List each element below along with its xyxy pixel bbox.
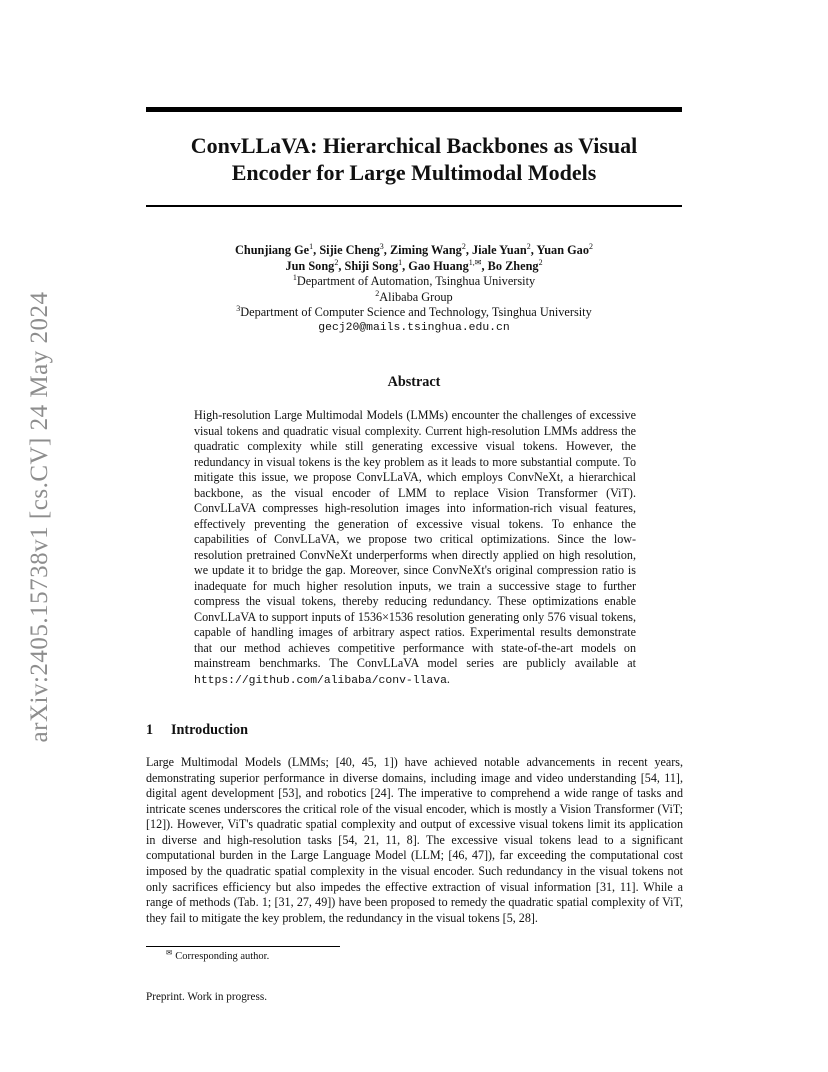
- author-sup: 2: [588, 241, 593, 251]
- envelope-icon: ✉: [166, 947, 173, 957]
- author-sup: 1: [398, 257, 403, 267]
- affiliation-3: [146, 305, 682, 321]
- code-link[interactable]: https://github.com/alibaba/conv-llava: [194, 674, 447, 687]
- affiliation-sup: 2: [375, 288, 380, 298]
- author-name: Sijie Cheng: [319, 243, 380, 257]
- abstract-heading: Abstract: [387, 374, 441, 390]
- author-line-1: [146, 243, 682, 259]
- author-sup: 2: [526, 241, 531, 251]
- footnote-rule: [146, 946, 340, 947]
- author-line-2: [146, 259, 682, 275]
- author-sup: 3: [379, 241, 384, 251]
- author-sep: ,: [530, 243, 537, 257]
- author-sep: ,: [402, 258, 409, 273]
- paper-title: [146, 132, 682, 186]
- author-sep: ,: [465, 243, 472, 257]
- section-heading-introduction: [146, 722, 248, 739]
- author-sep: ,: [313, 243, 320, 257]
- footnote-text: Corresponding author.: [175, 951, 270, 962]
- author-sup: 1: [309, 241, 314, 251]
- affiliation-text: Department of Computer Science and Technology, Tsinghua University: [240, 305, 592, 320]
- affiliation-text: Alibaba Group: [379, 289, 453, 304]
- author-sup: 2: [538, 257, 543, 267]
- preprint-note: Preprint. Work in progress.: [146, 991, 268, 1003]
- abstract-link-suffix: .: [446, 671, 450, 686]
- title-bottom-rule: [146, 205, 682, 207]
- author-sep: ,: [481, 258, 488, 273]
- author-block: [146, 243, 682, 337]
- abstract-body: [194, 408, 636, 689]
- title-line-1: ConvLLaVA: Hierarchical Backbones as Visual: [190, 133, 638, 158]
- author-email[interactable]: gecj20@mails.tsinghua.edu.cn: [318, 321, 510, 334]
- author-name: Yuan Gao: [536, 243, 589, 257]
- author-name: Bo Zheng: [487, 258, 539, 273]
- author-sep: ,: [383, 243, 390, 257]
- author-name: Chunjiang Ge: [235, 243, 310, 257]
- author-sup: 2: [461, 241, 466, 251]
- affiliation-sup: 3: [236, 304, 241, 314]
- introduction-paragraph: Large Multimodal Models (LMMs; [40, 45, 1]) have achieved notable advancements in recent years, demonstrating superior performance in diverse domains, including image and video understanding [54, 11], digital agent development [53], and robotics [24]. The imperative to comprehend a wide range of tasks and intricate scenes underscores the critical role of the visual encoder, which is mostly a Vision Transformer (ViT; [12]). However, ViT's quadratic spatial complexity and output of excessive visual tokens limit its application in diverse and high-resolution tasks [54, 21, 11, 8]. The excessive visual tokens lead to a significant computational burden in the Large Language Model (LLM; [46, 47]), far exceeding the computational cost imposed by the quadratic spatial complexity in the visual encoder. Such redundancy in the visual tokens not only sacrifices efficiency but also impedes the effective extraction of visual information [31, 11]. While a range of methods (Tab. 1; [31, 27, 49]) have been proposed to remedy the quadratic spatial complexity of ViT, they fail to mitigate the key problem, the redundancy in the visual tokens [5, 28].: [146, 755, 683, 925]
- author-name: Shiji Song: [344, 258, 399, 273]
- author-name: Ziming Wang: [389, 243, 462, 257]
- abstract-text: High-resolution Large Multimodal Models (LMMs) encounter the challenges of excessive visual tokens and quadratic visual complexity. Current high-resolution LMMs address the quadratic complexity while still generating excessive visual tokens. However, the redundancy in visual tokens is the key problem as it leads to more substantial compute. To mitigate this issue, we propose ConvLLaVA, which employs ConvNeXt, a hierarchical backbone, as the visual encoder of LMM to replace Vision Transformer (ViT). ConvLLaVA compresses high-resolution images into information-rich visual features, effectively preventing the generation of excessive visual tokens. To enhance the capabilities of ConvLLaVA, we propose two critical optimizations. Since the low-resolution pretrained ConvNeXt underperforms when directly applied on high resolution, we update it to bridge the gap. Moreover, since ConvNeXt's original compression ratio is inadequate for much higher resolution inputs, we train a successive stage to further compress the visual tokens, thereby reducing redundancy. These optimizations enable ConvLLaVA to support inputs of 1536×1536 resolution generating only 576 visual tokens, capable of handling images of arbitrary aspect ratios. Experimental results demonstrate that our method achieves competitive performance with state-of-the-art models on mainstream benchmarks. The ConvLLaVA model series are publicly available at: [194, 408, 636, 671]
- title-top-rule: [146, 107, 682, 112]
- affiliation-2: [146, 290, 682, 306]
- author-name: Jun Song: [285, 258, 335, 273]
- author-name: Jiale Yuan: [471, 243, 527, 257]
- author-sep: ,: [338, 258, 345, 273]
- affiliation-1: [146, 274, 682, 290]
- arxiv-stamp: [20, 272, 60, 762]
- affiliation-text: Department of Automation, Tsinghua University: [296, 274, 536, 289]
- author-sup: 2: [334, 257, 339, 267]
- section-title: Introduction: [171, 722, 248, 738]
- section-number: 1: [146, 722, 154, 738]
- author-name: Gao Huang: [408, 258, 469, 273]
- footnote: [166, 947, 270, 963]
- affiliation-sup: 1: [292, 273, 297, 283]
- title-line-2: Encoder for Large Multimodal Models: [231, 160, 597, 185]
- arxiv-stamp-text: arXiv:2405.15738v1 [cs.CV] 24 May 2024: [26, 291, 53, 743]
- author-sup: 1,✉: [468, 257, 482, 267]
